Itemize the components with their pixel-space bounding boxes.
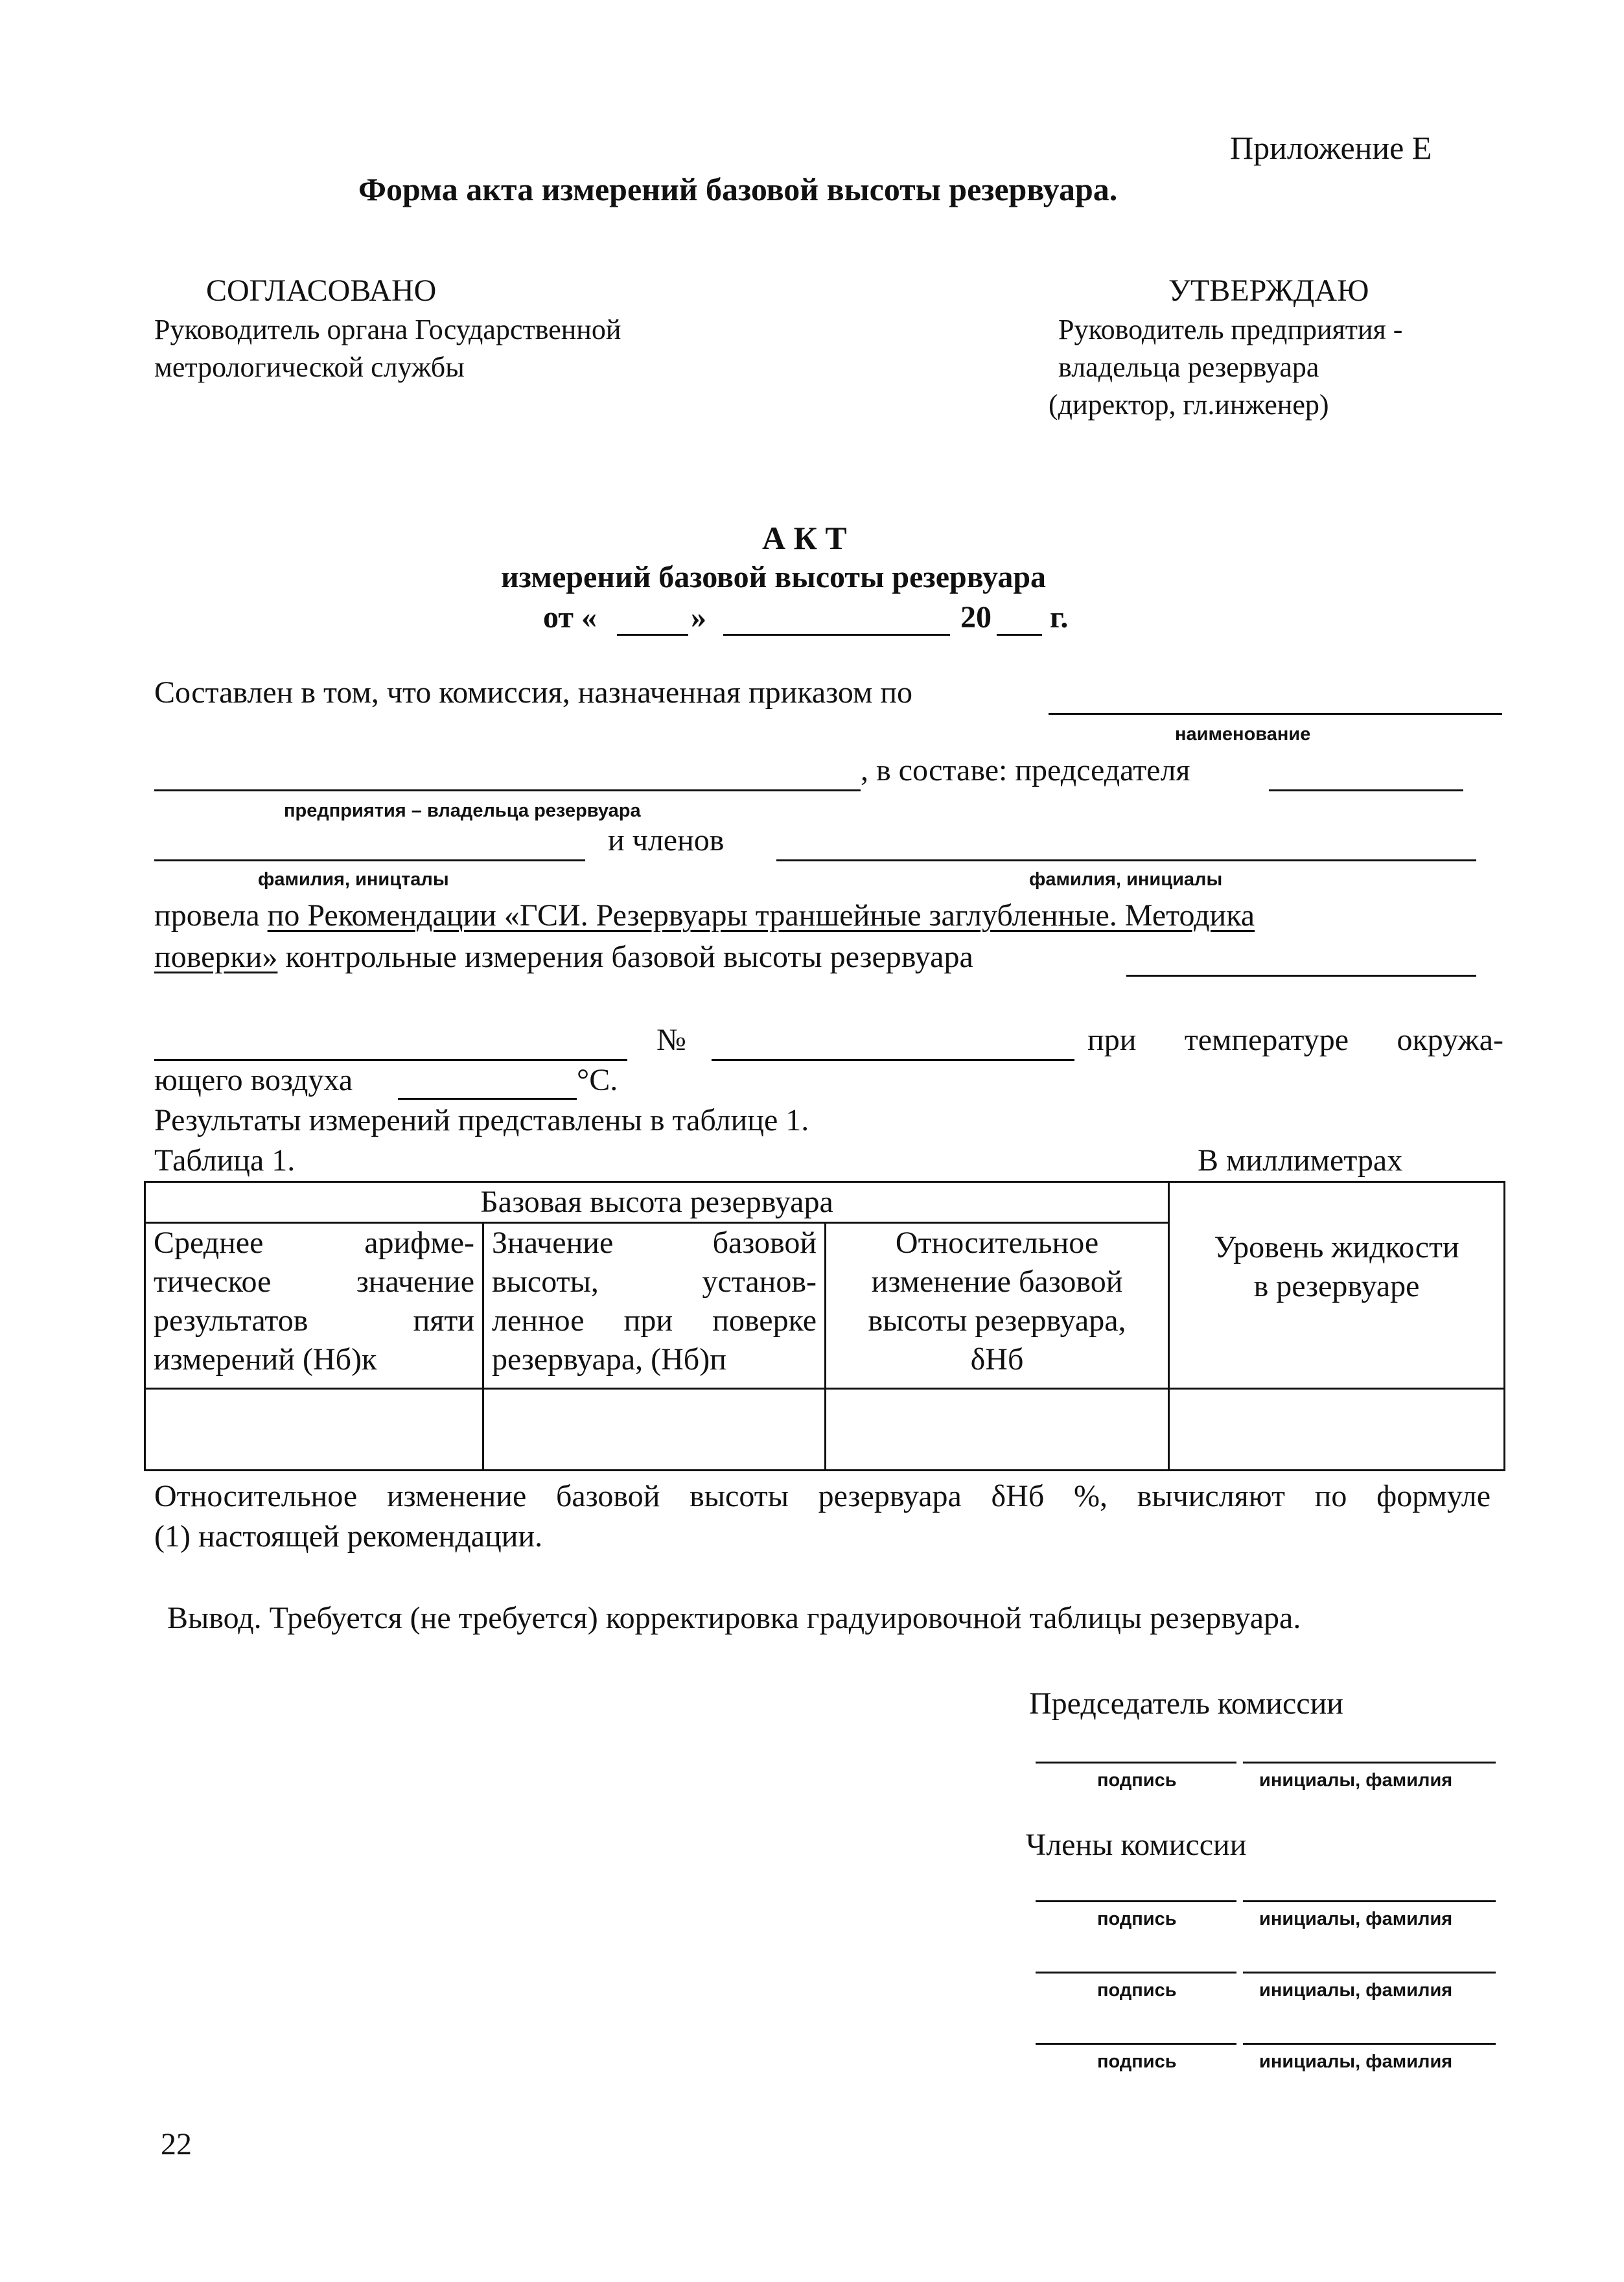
table-cell[interactable] <box>145 1389 483 1471</box>
name-label: инициалы, фамилия <box>1259 1909 1453 1929</box>
header-mean <box>145 1223 483 1389</box>
approved-line: владельца резервуара <box>1058 351 1319 383</box>
name-blank <box>1243 1762 1496 1764</box>
header-relative-line: изменение базовой <box>871 1264 1123 1299</box>
order-blank <box>1049 713 1502 715</box>
recommendation-link: по Рекомендации «ГСИ. Резервуары траншейные заглубленные. Методика <box>267 898 1255 933</box>
table-cell[interactable] <box>826 1389 1169 1471</box>
approved-heading: УТВЕРЖДАЮ <box>1168 274 1369 308</box>
number-sign: № <box>656 1023 686 1057</box>
date-year: 20 <box>960 600 992 635</box>
date-suffix: г. <box>1050 600 1069 635</box>
header-mean-line: Среднее арифме- <box>154 1226 474 1260</box>
and-members: и членов <box>608 823 725 857</box>
appendix-label: Приложение Е <box>1230 130 1432 166</box>
temperature-blank <box>398 1098 577 1100</box>
header-verified <box>483 1223 826 1389</box>
act-subtitle: измерений базовой высоты резервуара <box>501 560 1047 594</box>
hint-fio-1: фамилия, иницталы <box>258 869 449 890</box>
form-title: Форма акта измерений базовой высоты резервуара. <box>358 171 1118 207</box>
approved-line: (директор, гл.инженер) <box>1049 389 1329 421</box>
chairman-label: Председатель комиссии <box>1029 1686 1343 1721</box>
day-blank <box>617 634 688 636</box>
date-prefix: от « <box>543 600 597 635</box>
tank-type-blank <box>154 1059 627 1061</box>
table-cell[interactable] <box>1169 1389 1505 1471</box>
air-text: ющего воздуха <box>154 1063 353 1097</box>
name-blank <box>1243 1972 1496 1973</box>
hint-fio-2: фамилия, инициалы <box>1029 869 1223 890</box>
header-level <box>1169 1182 1505 1389</box>
body-line1: Составлен в том, что комиссия, назначенная приказом по <box>154 675 913 710</box>
conducted-post: контрольные измерения базовой высоты резервуара <box>285 940 973 974</box>
agreed-line: Руководитель органа Государственной <box>154 314 621 345</box>
celsius: °С. <box>577 1063 618 1097</box>
table-cell[interactable] <box>483 1389 826 1471</box>
results-text: Результаты измерений представлены в таблице 1. <box>154 1103 809 1137</box>
group-header: Базовая высота резервуара <box>145 1182 1169 1223</box>
sig-label: подпись <box>1097 1909 1177 1929</box>
header-mean-line: измерений (Hб)к <box>154 1342 377 1377</box>
year-blank <box>997 634 1042 636</box>
tank-number-blank <box>712 1059 1074 1061</box>
signature-blank <box>1036 2043 1236 2045</box>
note-line2: (1) настоящей рекомендации. <box>154 1519 543 1554</box>
conducted-line2 <box>154 938 973 976</box>
header-relative-line: Относительное <box>895 1226 1099 1260</box>
header-verified-line: ленное при поверке <box>492 1303 817 1338</box>
name-blank <box>1243 2043 1496 2045</box>
header-mean-line: результатов пяти <box>154 1303 474 1338</box>
name-label: инициалы, фамилия <box>1259 1980 1453 2001</box>
chairman-blank <box>1269 789 1463 791</box>
enterprise-blank <box>154 789 861 791</box>
temp-text: при температуре окружа- <box>1087 1023 1503 1057</box>
agreed-line: метрологической службы <box>154 351 465 383</box>
header-relative-line: δHб <box>970 1342 1024 1377</box>
results-table <box>144 1181 1505 1471</box>
signature-blank <box>1036 1972 1236 1973</box>
conclusion: Вывод. Требуется (не требуется) корректировка градуировочной таблицы резервуара. <box>167 1601 1301 1635</box>
act-title: А К Т <box>762 520 847 556</box>
hint-name: наименование <box>1175 724 1311 745</box>
conducted-line1 <box>154 897 1255 935</box>
member-blank-1 <box>154 859 585 861</box>
signature-blank <box>1036 1900 1236 1902</box>
approved-line: Руководитель предприятия - <box>1058 314 1403 345</box>
sig-label: подпись <box>1097 1770 1177 1791</box>
conducted-pre: провела <box>154 898 260 933</box>
name-label: инициалы, фамилия <box>1259 1770 1453 1791</box>
header-verified-line: резервуара, (Hб)п <box>492 1342 726 1377</box>
header-relative <box>826 1223 1169 1389</box>
name-label: инициалы, фамилия <box>1259 2051 1453 2072</box>
header-level-line: Уровень жидкости <box>1214 1230 1459 1264</box>
header-level-line: в резервуаре <box>1253 1269 1420 1303</box>
units-label: В миллиметрах <box>1198 1143 1403 1178</box>
hint-enterprise: предприятия – владельца резервуара <box>284 800 641 821</box>
sig-label: подпись <box>1097 2051 1177 2072</box>
month-blank <box>723 634 950 636</box>
members-label: Члены комиссии <box>1026 1828 1247 1862</box>
sig-label: подпись <box>1097 1980 1177 2001</box>
tank-blank <box>1126 975 1476 977</box>
header-mean-line: тическое значение <box>154 1264 474 1299</box>
header-verified-line: Значение базовой <box>492 1226 817 1260</box>
recommendation-link-cont: поверки» <box>154 940 278 974</box>
page-number: 22 <box>161 2127 192 2161</box>
date-quote-close: » <box>691 600 706 635</box>
signature-blank <box>1036 1762 1236 1764</box>
header-verified-line: высоты, установ- <box>492 1264 817 1299</box>
body-line2-tail: , в составе: председателя <box>861 753 1190 787</box>
name-blank <box>1243 1900 1496 1902</box>
table-label: Таблица 1. <box>154 1143 296 1178</box>
header-relative-line: высоты резервуара, <box>868 1303 1126 1338</box>
member-blank-2 <box>776 859 1476 861</box>
note-line1: Относительное изменение базовой высоты резервуара δHб %, вычисляют по формуле <box>154 1479 1491 1513</box>
agreed-heading: СОГЛАСОВАНО <box>206 274 437 308</box>
